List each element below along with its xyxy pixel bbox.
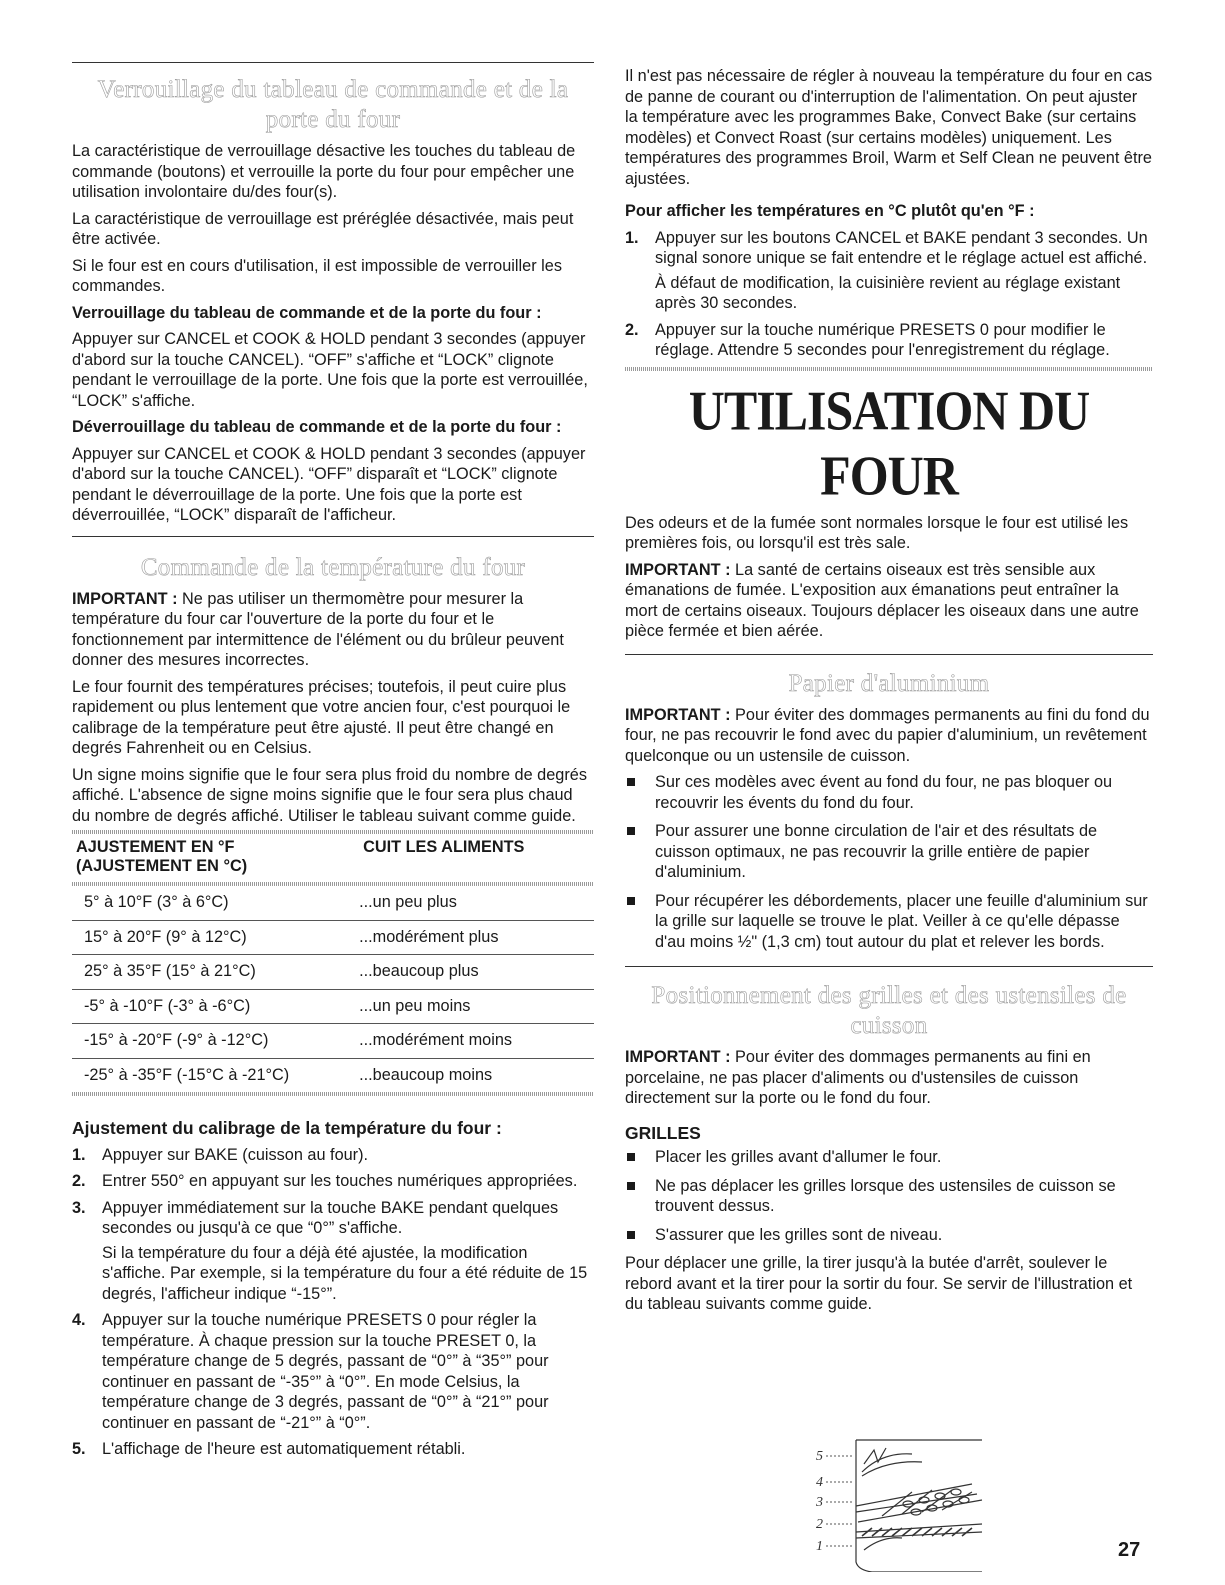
- left-column: [72, 62, 594, 1466]
- positioning-paragraph-text: Pour éviter des dommages permanents au fini en porcelaine, ne pas placer d'aliments ou d'ustensiles de cuisson directement sur la porte ou le fond du four.: [625, 1048, 1091, 1107]
- rack-label-4: 4: [816, 1475, 823, 1490]
- rack-label-2: 2: [816, 1517, 823, 1532]
- section-rule: [72, 62, 594, 63]
- foil-paragraph-text: Pour éviter des dommages permanents au fini du fond du four, ne pas recouvrir le fond avec du papier d'aluminium, un revêtement quelconque ou un ustensile de cuisson.: [625, 705, 1150, 765]
- step-text: L'affichage de l'heure est automatiquement rétabli.: [102, 1440, 466, 1458]
- temp-paragraph-2: Le four fournit des températures précises; toutefois, il peut cuire plus rapidement ou plus lentement que votre ancien four, c'est pourquoi le calibrage de la température peut être ajusté. Il peut être changé en degrés Fahrenheit ou en Celsius.: [72, 677, 571, 757]
- table-header-line-1: AJUSTEMENT EN °F: [76, 838, 235, 856]
- rack-label-3: 3: [816, 1495, 823, 1510]
- table-cell-result: ...beaucoup plus: [359, 955, 594, 990]
- important-label: IMPORTANT :: [625, 705, 731, 724]
- rack-label-5: 5: [816, 1449, 823, 1464]
- use-paragraph-2-text: La santé de certains oiseaux est très sensible aux émanations de fumée. L'exposition aux émanations peut entraîner la mort de certains oiseaux. Toujours déplacer les oiseaux dans une autre pièce fermée et bien aérée.: [625, 560, 1139, 640]
- grilles-bullets: [625, 1147, 1153, 1245]
- step-number: 5.: [72, 1440, 86, 1458]
- lock-paragraph-1: La caractéristique de verrouillage désactive les touches du tableau de commande (boutons) et verrouille la porte du four pour empêcher une utilisation involontaire du/des four(s).: [72, 142, 576, 201]
- bullet-square-icon: [627, 1231, 635, 1239]
- bullet-text: Ne pas déplacer les grilles lorsque des ustensiles de cuisson se trouvent dessus.: [655, 1176, 1116, 1215]
- step-number: 1.: [72, 1145, 86, 1164]
- right-column: [625, 66, 1153, 1321]
- table-cell-result: ...un peu plus: [359, 886, 594, 920]
- list-item: [72, 1171, 594, 1192]
- table-cell-result: ...un peu moins: [359, 989, 594, 1024]
- lock-heading-1: Verrouillage du tableau de commande et de la porte du four :: [72, 303, 542, 322]
- step-text: Appuyer immédiatement sur la touche BAKE pendant quelques secondes ou jusqu'à ce que “0°” s'affiche.: [102, 1198, 559, 1237]
- table-cell-result: ...beaucoup moins: [359, 1065, 493, 1084]
- section-title-lock: Verrouillage du tableau de commande et de la porte du four: [97, 76, 569, 133]
- lock-heading-2: Déverrouillage du tableau de commande et de la porte du four :: [72, 418, 562, 436]
- list-item: [625, 228, 1153, 314]
- bullet-square-icon: [627, 1182, 635, 1190]
- list-item: [72, 1310, 594, 1433]
- table-row: [72, 1058, 594, 1092]
- table-header-line-2: (AJUSTEMENT EN °C): [76, 857, 248, 875]
- list-item: [625, 891, 1153, 953]
- bullet-square-icon: [627, 1153, 635, 1161]
- step-number: 1.: [625, 228, 639, 247]
- table-cell-adjustment: -5° à -10°F (-3° à -6°C): [72, 989, 359, 1024]
- use-paragraph-1: Des odeurs et de la fumée sont normales lorsque le four est utilisé les premières fois, ou lorsqu'il est très sale.: [625, 513, 1129, 552]
- list-item: [625, 821, 1153, 883]
- table-cell-adjustment: 15° à 20°F (9° à 12°C): [72, 920, 359, 955]
- table-row: [72, 989, 594, 1024]
- bullet-text: Placer les grilles avant d'allumer le four.: [655, 1148, 942, 1166]
- table-row: [72, 1024, 594, 1059]
- lock-paragraph-3: Si le four est en cours d'utilisation, il est impossible de verrouiller les commandes.: [72, 256, 562, 295]
- section-dotted-rule: [625, 367, 1153, 371]
- step-text: Entrer 550° en appuyant sur les touches numériques appropriées.: [102, 1172, 578, 1190]
- table-cell-result: ...modérément plus: [359, 920, 594, 955]
- table-row: [72, 920, 594, 955]
- step-number: 4.: [72, 1311, 86, 1329]
- list-item: [72, 1145, 594, 1166]
- step-number: 3.: [72, 1198, 86, 1217]
- bullet-text: Sur ces modèles avec évent au fond du four, ne pas bloquer ou recouvrir les évents du fond du four.: [655, 773, 1113, 812]
- section-title-positioning: Positionnement des grilles et des ustensiles de cuisson: [651, 982, 1127, 1039]
- step-text: Appuyer sur la touche numérique PRESETS 0 pour régler la température. À chaque pression sur la touche PRESET 0, la température change de 5 degrés, passant de “0°” à “35°” pour continuer en passant de “-35°” à “0°”. En mode Celsius, la température change de 3 degrés, passant de “0°” à “21°” pour continuer en passant de “-21°” à “0°”.: [102, 1311, 549, 1432]
- list-item: [625, 772, 1153, 813]
- table-cell-adjustment: 5° à 10°F (3° à 6°C): [72, 886, 359, 920]
- step-number: 2.: [625, 320, 639, 339]
- important-label: IMPORTANT :: [625, 560, 731, 579]
- foil-bullets: [625, 772, 1153, 952]
- important-label: IMPORTANT :: [72, 589, 178, 608]
- calibration-steps: [72, 1145, 594, 1460]
- list-item: [72, 1439, 594, 1460]
- table-cell-adjustment: -15° à -20°F (-9° à -12°C): [72, 1024, 359, 1059]
- bullet-square-icon: [627, 778, 635, 786]
- table-row: [72, 886, 594, 920]
- lock-paragraph-2: La caractéristique de verrouillage est préréglée désactivée, mais peut être activée.: [72, 209, 574, 248]
- bullet-square-icon: [627, 897, 635, 905]
- table-header-result: CUIT LES ALIMENTS: [363, 838, 525, 856]
- calibration-heading: Ajustement du calibrage de la température du four :: [72, 1118, 502, 1138]
- temp-paragraph-3: Un signe moins signifie que le four sera plus froid du nombre de degrés affiché. L'absence de signe moins signifie que le four sera plus chaud du nombre de degrés affiché. Utiliser le tableau suivant comme guide.: [72, 765, 587, 825]
- bullet-text: Pour assurer une bonne circulation de l'air et des résultats de cuisson optimaux, ne pas recouvrir la grille entière de papier d'aluminium.: [655, 822, 1098, 881]
- table-top-rule: [72, 830, 594, 834]
- table-cell-result: ...modérément moins: [359, 1024, 594, 1059]
- temp-paragraph-1: [72, 589, 594, 671]
- table-bottom-rule: [72, 1092, 594, 1096]
- list-item: [625, 1176, 1153, 1217]
- lock-paragraph-4: Appuyer sur CANCEL et COOK & HOLD pendant 3 secondes (appuyer d'abord sur la touche CANCEL). “OFF” s'affiche et “LOCK” clignote pendant le verrouillage de la porte. Une fois que la porte est verrouillée, “LOCK” s'affiche.: [72, 330, 588, 410]
- step-text: Appuyer sur la touche numérique PRESETS 0 pour modifier le réglage. Attendre 5 secondes pour l'enregistrement du réglage.: [655, 320, 1110, 359]
- bullet-text: Pour récupérer les débordements, placer une feuille d'aluminium sur la grille sur laquelle se trouve le plat. Veiller à ce qu'elle dépasse d'au moins ½" (1,3 cm) tout autour du plat et relever les bords.: [655, 891, 1148, 951]
- table-cell-adjustment: -25° à -35°F (-15°C à -21°C): [84, 1065, 290, 1084]
- use-paragraph-2: [625, 560, 1153, 642]
- step-subtext: À défaut de modification, la cuisinière revient au réglage existant après 30 secondes.: [655, 273, 1121, 312]
- grilles-paragraph: Pour déplacer une grille, la tirer jusqu'à la butée d'arrêt, soulever le rebord avant et la tirer pour la sortir du four. Se servir de l'illustration et du tableau suivants comme guide.: [625, 1254, 1133, 1313]
- list-item: [625, 1225, 1153, 1246]
- page-number: 27: [1118, 1539, 1141, 1561]
- list-item: [625, 320, 1153, 361]
- step-text: Appuyer sur BAKE (cuisson au four).: [102, 1145, 369, 1164]
- intro-paragraph: Il n'est pas nécessaire de régler à nouveau la température du four en cas de panne de courant ou d'interruption de l'alimentation. On peut ajuster la température avec les programmes Bake, Convect Bake (sur certains modèles) et Convect Roast (sur certains modèles) uniquement. Les températures des programmes Broil, Warm et Self Clean ne peuvent être ajustées.: [625, 67, 1153, 188]
- grilles-heading: GRILLES: [625, 1122, 701, 1143]
- temp-paragraph-1-text: Ne pas utiliser un thermomètre pour mesurer la température du four car l'ouverture de la porte du four et le fonctionnement par intermittence de l'élément ou du brûleur peuvent donner des mesures incorrectes.: [72, 589, 564, 669]
- list-item: [72, 1198, 594, 1305]
- main-section-title: UTILISATION DU FOUR: [688, 378, 1090, 507]
- positioning-paragraph: [625, 1047, 1153, 1109]
- table-cell-adjustment: 25° à 35°F (15° à 21°C): [72, 955, 359, 990]
- important-label: IMPORTANT :: [625, 1048, 731, 1066]
- section-rule: [625, 966, 1153, 967]
- oven-rack-illustration: [812, 1432, 992, 1572]
- step-number: 2.: [72, 1172, 86, 1190]
- celsius-steps: [625, 228, 1153, 361]
- celsius-heading: Pour afficher les températures en °C plutôt qu'en °F :: [625, 202, 1035, 220]
- lock-paragraph-5: Appuyer sur CANCEL et COOK & HOLD pendant 3 secondes (appuyer d'abord sur la touche CANCEL). “OFF” disparaît et “LOCK” clignote pendant le déverrouillage de la porte. Une fois que la porte est déverrouillée, “LOCK” disparaît de l'afficheur.: [72, 444, 586, 524]
- bullet-text: S'assurer que les grilles sont de niveau.: [655, 1225, 943, 1244]
- step-text: Appuyer sur les boutons CANCEL et BAKE pendant 3 secondes. Un signal sonore unique se fait entendre et le réglage actuel est affiché.: [655, 228, 1148, 267]
- bullet-square-icon: [627, 827, 635, 835]
- table-row: [72, 955, 594, 990]
- rack-label-1: 1: [816, 1539, 823, 1554]
- section-title-temperature: Commande de la température du four: [140, 553, 526, 581]
- section-title-foil: Papier d'aluminium: [788, 669, 990, 697]
- step-subtext: Si la température du four a déjà été ajustée, la modification s'affiche. Par exemple, si la température du four a été réduite de 15 degrés, l'afficheur indique “-15°”.: [102, 1243, 588, 1303]
- section-rule: [625, 654, 1153, 655]
- list-item: [625, 1147, 1153, 1168]
- table-header-adjustment: [72, 836, 359, 882]
- adjustment-table: [72, 836, 594, 1092]
- section-rule: [72, 536, 594, 537]
- foil-paragraph: [625, 705, 1153, 767]
